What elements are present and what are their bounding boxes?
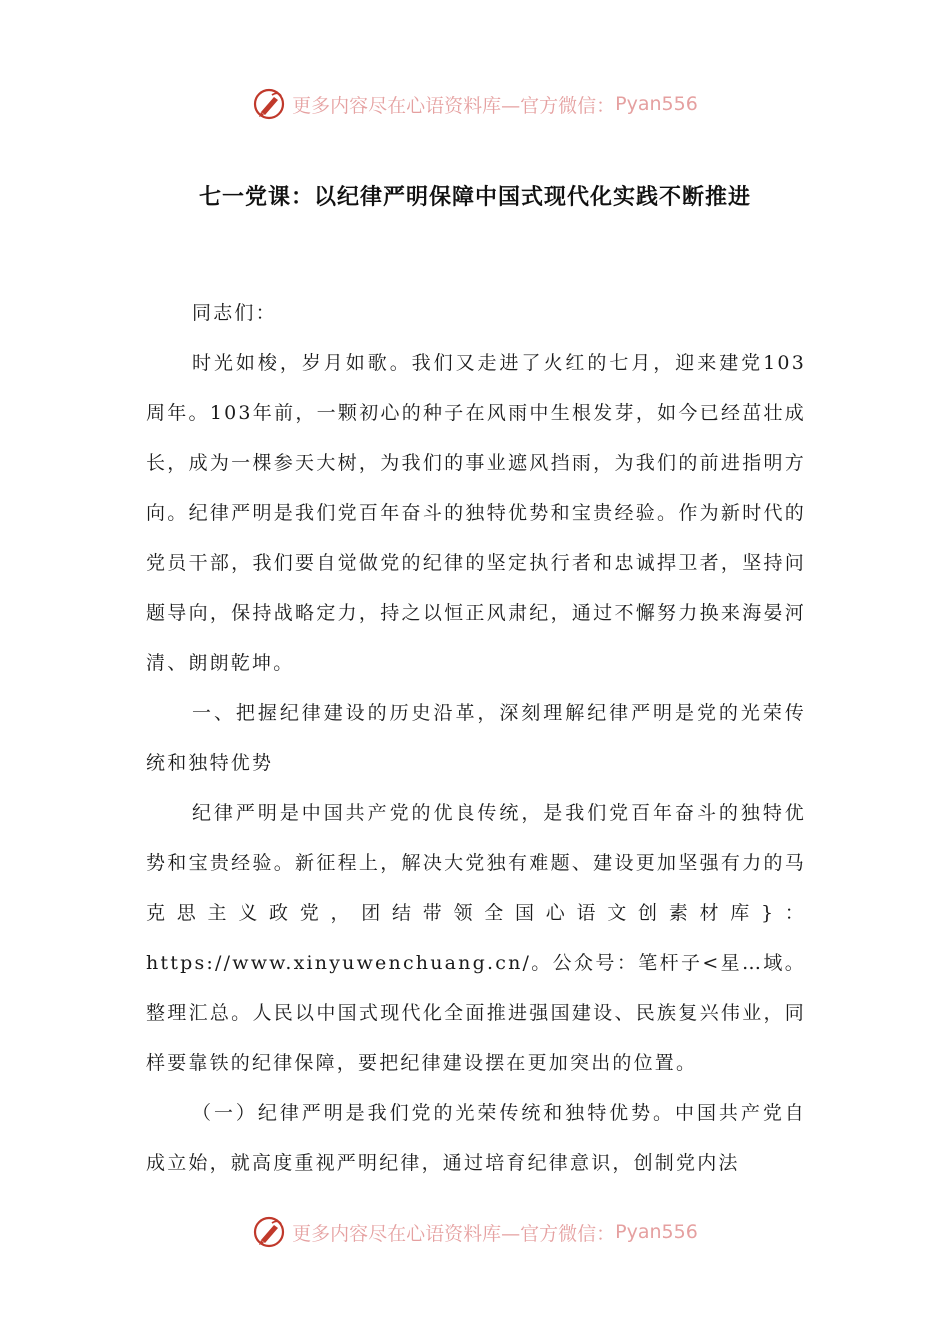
pen-logo-icon <box>252 1215 286 1249</box>
watermark-header <box>0 84 950 124</box>
paragraph-section-1: 纪律严明是中国共产党的优良传统，是我们党百年奋斗的独特优势和宝贵经验。新征程上，解决大党独有难题、建设更加坚强有力的马克思主义政党，团结带领全国心语文创素材库}：https://www.xinyuwenchuang.cn/。公众号：笔杆子<星…域。整理汇总。人民以中国式现代化全面推进强国建设、民族复兴伟业，同样要靠铁的纪律保障，要把纪律建设摆在更加突出的位置。 <box>146 802 806 1074</box>
subsection-heading-1: （一）纪律严明是我们党的光荣传统和独特优势。中国共产党自成立始，就高度重视严明纪律，通过培育纪律意识，创制党内法 <box>146 1102 806 1174</box>
watermark-wechat-id: Pyan556 <box>615 1221 698 1243</box>
watermark-text: 更多内容尽在心语资料库—官方微信： <box>292 1222 616 1245</box>
salutation: 同志们： <box>192 302 277 324</box>
watermark-text: 更多内容尽在心语资料库—官方微信： <box>292 94 616 117</box>
document-body <box>146 288 806 1174</box>
document-title: 七一党课：以纪律严明保障中国式现代化实践不断推进 <box>198 184 751 210</box>
paragraph-intro: 时光如梭，岁月如歌。我们又走进了火红的七月，迎来建党103周年。103年前，一颗初心的种子在风雨中生根发芽，如今已经茁壮成长，成为一棵参天大树，为我们的事业遮风挡雨，为我们的前进指明方向。纪律严明是我们党百年奋斗的独特优势和宝贵经验。作为新时代的党员干部，我们要自觉做党的纪律的坚定执行者和忠诚捍卫者，坚持问题导向，保持战略定力，持之以恒正风肃纪，通过不懈努力换来海晏河清、朗朗乾坤。 <box>146 352 806 674</box>
watermark-footer <box>0 1212 950 1252</box>
section-heading-1: 一、把握纪律建设的历史沿革，深刻理解纪律严明是党的光荣传统和独特优势 <box>146 702 806 774</box>
watermark-wechat-id: Pyan556 <box>615 93 698 115</box>
pen-logo-icon <box>252 87 286 121</box>
